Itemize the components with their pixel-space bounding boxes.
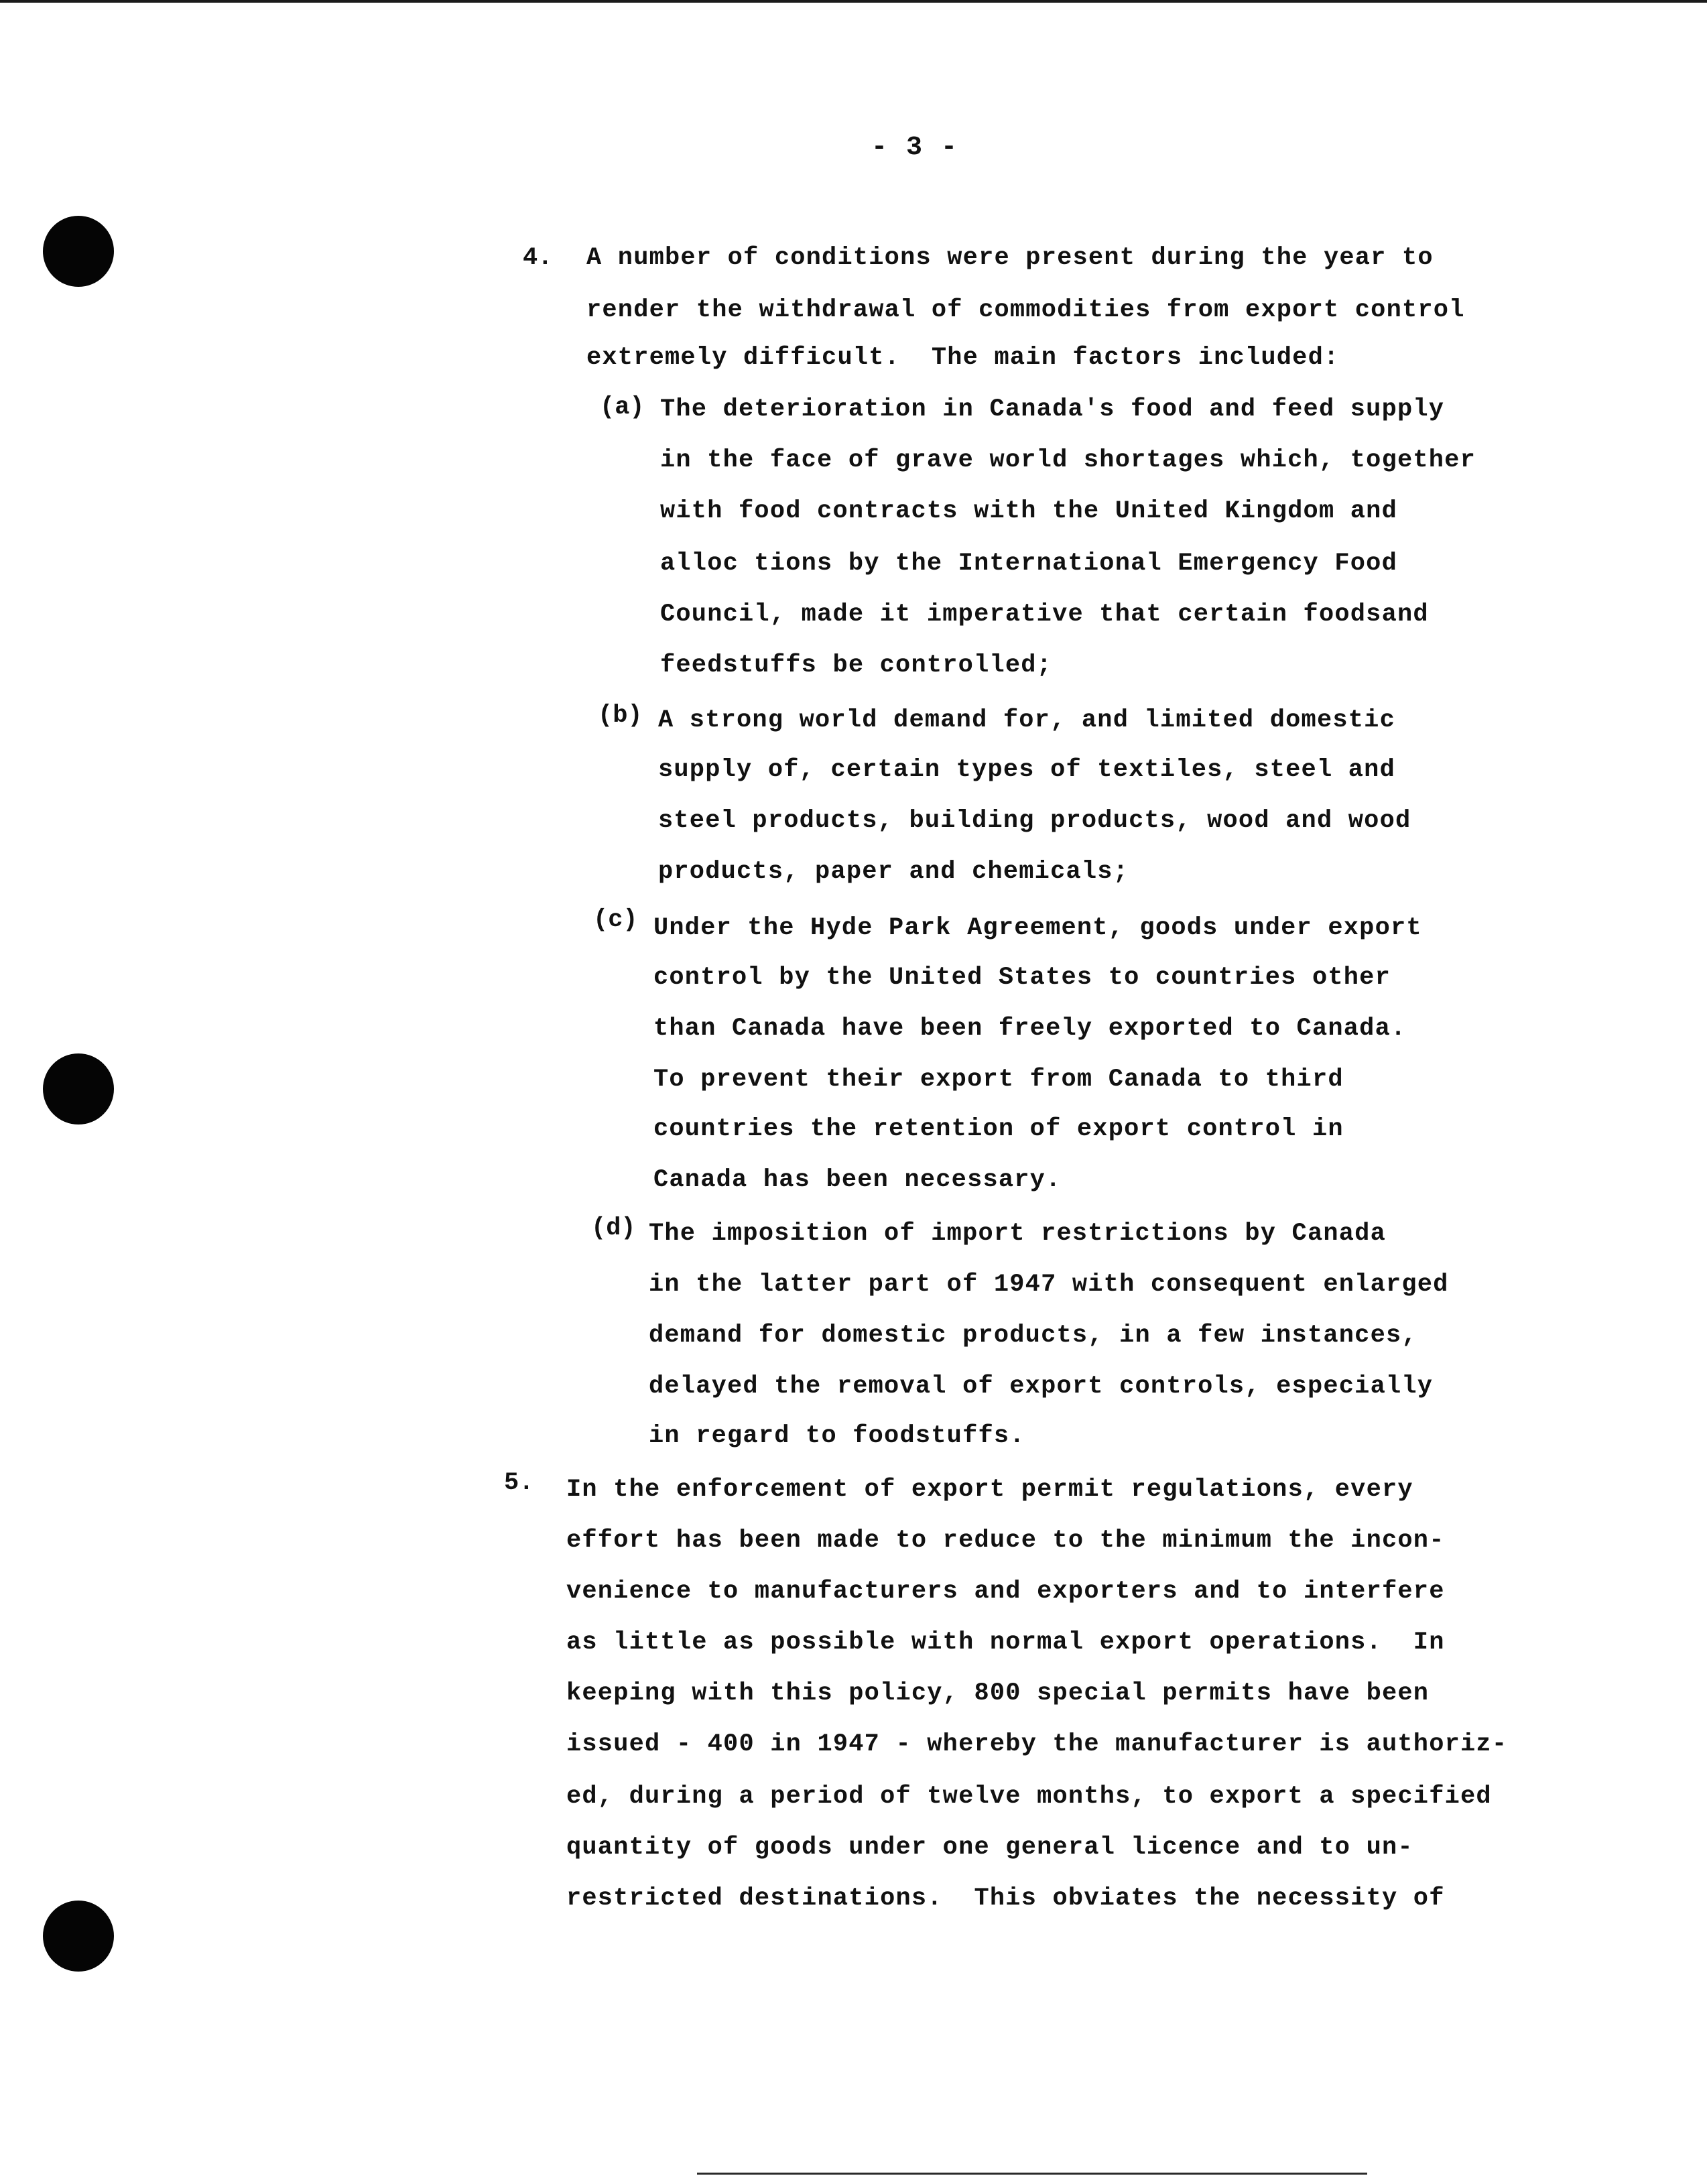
text-line: Under the Hyde Park Agreement, goods under export <box>653 914 1422 942</box>
text-line: A number of conditions were present during the year to <box>586 244 1434 272</box>
text-line: keeping with this policy, 800 special permits have been <box>566 1679 1430 1708</box>
text-line: as little as possible with normal export operations. In <box>566 1628 1445 1657</box>
punch-hole-middle <box>43 1053 114 1125</box>
text-line: issued - 400 in 1947 - whereby the manufacturer is authoriz- <box>566 1730 1508 1758</box>
text-line: Council, made it imperative that certain foodsand <box>660 600 1429 629</box>
scan-bottom-edge <box>697 2173 1367 2175</box>
punch-hole-bottom <box>43 1901 114 1972</box>
text-line: products, paper and chemicals; <box>658 858 1129 886</box>
text-line: countries the retention of export control in <box>653 1115 1344 1143</box>
text-line: in the face of grave world shortages which, together <box>660 446 1476 474</box>
item-label: (c) <box>593 906 638 934</box>
text-line: than Canada have been freely exported to Canada. <box>653 1015 1407 1043</box>
item-label: (b) <box>598 702 643 730</box>
text-line: effort has been made to reduce to the minimum the incon- <box>566 1527 1445 1555</box>
text-line: To prevent their export from Canada to third <box>653 1066 1344 1094</box>
text-line: in the latter part of 1947 with consequent enlarged <box>649 1271 1449 1299</box>
item-label: (a) <box>600 393 645 422</box>
text-line: ed, during a period of twelve months, to export a specified <box>566 1783 1492 1811</box>
text-line: extremely difficult. The main factors included: <box>586 344 1340 372</box>
paragraph-number: 5. <box>504 1469 534 1497</box>
text-line: A strong world demand for, and limited domestic <box>658 706 1395 734</box>
text-line: Canada has been necessary. <box>653 1166 1062 1194</box>
paragraph-number: 4. <box>523 244 553 272</box>
text-line: render the withdrawal of commodities from export control <box>586 296 1465 324</box>
text-line: delayed the removal of export controls, especially <box>649 1372 1434 1401</box>
text-line: with food contracts with the United Kingdom and <box>660 497 1397 525</box>
text-line: in regard to foodstuffs. <box>649 1422 1025 1450</box>
text-line: demand for domestic products, in a few instances, <box>649 1322 1417 1350</box>
page-number: - 3 - <box>871 133 959 163</box>
text-line: control by the United States to countries other <box>653 964 1391 992</box>
text-line: restricted destinations. This obviates the necessity of <box>566 1884 1445 1913</box>
text-line: feedstuffs be controlled; <box>660 651 1053 680</box>
text-line: The deterioration in Canada's food and feed supply <box>660 395 1445 424</box>
text-line: venience to manufacturers and exporters and to interfere <box>566 1578 1445 1606</box>
item-label: (d) <box>591 1214 636 1242</box>
scan-top-edge <box>0 0 1707 3</box>
text-line: supply of, certain types of textiles, steel and <box>658 756 1395 784</box>
text-line: In the enforcement of export permit regulations, every <box>566 1476 1413 1504</box>
text-line: steel products, building products, wood and wood <box>658 807 1411 835</box>
text-line: alloc tions by the International Emergency Food <box>660 550 1397 578</box>
punch-hole-top <box>43 216 114 287</box>
text-line: The imposition of import restrictions by Canada <box>649 1220 1386 1248</box>
text-line: quantity of goods under one general licence and to un- <box>566 1834 1413 1862</box>
